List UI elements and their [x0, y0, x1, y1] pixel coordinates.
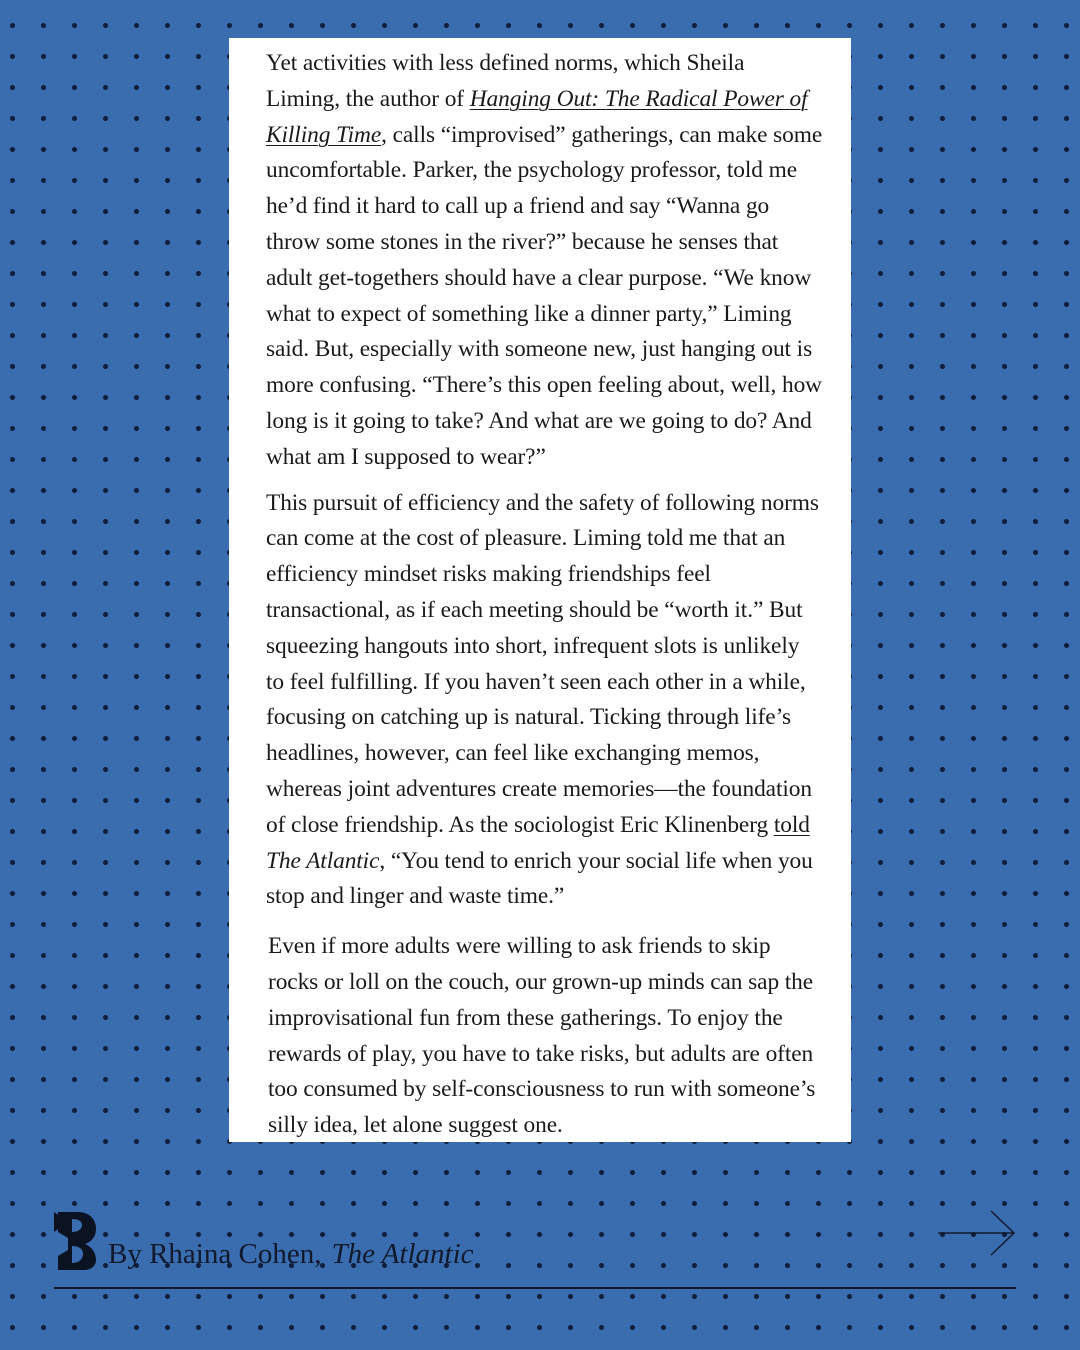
told-link[interactable]: told [773, 811, 810, 838]
arrow-right-icon[interactable] [938, 1210, 1016, 1256]
publisher-logo-icon [54, 1210, 96, 1270]
article-card [229, 38, 851, 1142]
paragraph-3: Even if more adults were willing to ask friends to skip rocks or loll on the couch, our grown-up minds can sap the improvisational fun from these gatherings. To enjoy the rewards of play, you have to take risks, but adults are often too consumed by self-consciousness to run with someone’s silly idea, let alone suggest one. [268, 933, 816, 1139]
publication-name: The Atlantic [266, 847, 380, 874]
footer [54, 1200, 1016, 1290]
paragraph-1: Yet activities with less defined norms, which Sheila Liming, the author of Hanging Out: The Radical Power of Killing Time, calls “improvised” gatherings, can make some uncomfortable. Parker, the psychology professor, told me he’d find it hard to call up a friend and say “Wanna go throw some stones in the river?” because he senses that adult get-togethers should have a clear purpose. “We know what to expect of something like a dinner party,” Liming said. But, especially with someone new, just hanging out is more confusing. “There’s this open feeling about, well, how long is it going to take? And what are we going to do? And what am I supposed to wear?” [266, 50, 823, 470]
paragraph-2: This pursuit of efficiency and the safety of following norms can come at the cost of pleasure. Liming told me that an efficiency mindset risks making friendships feel transactional, as if each meeting should be “worth it.” But squeezing hangouts into short, infrequent slots is unlikely to feel fulfilling. If you haven’t seen each other in a while, focusing on catching up is natural. Ticking through life’s headlines, however, can feel like exchanging memos, whereas joint adventures create memories—the foundation of close friendship. As the sociologist Eric Klinenberg told The Atlantic, “You tend to enrich your social life when you stop and linger and waste time.” [266, 489, 819, 910]
byline: By Rhaina Cohen, The Atlantic [108, 1238, 474, 1270]
footer-divider [54, 1287, 1016, 1289]
book-title-link[interactable]: Hanging Out: The Radical Power of Killing Time [266, 85, 808, 148]
